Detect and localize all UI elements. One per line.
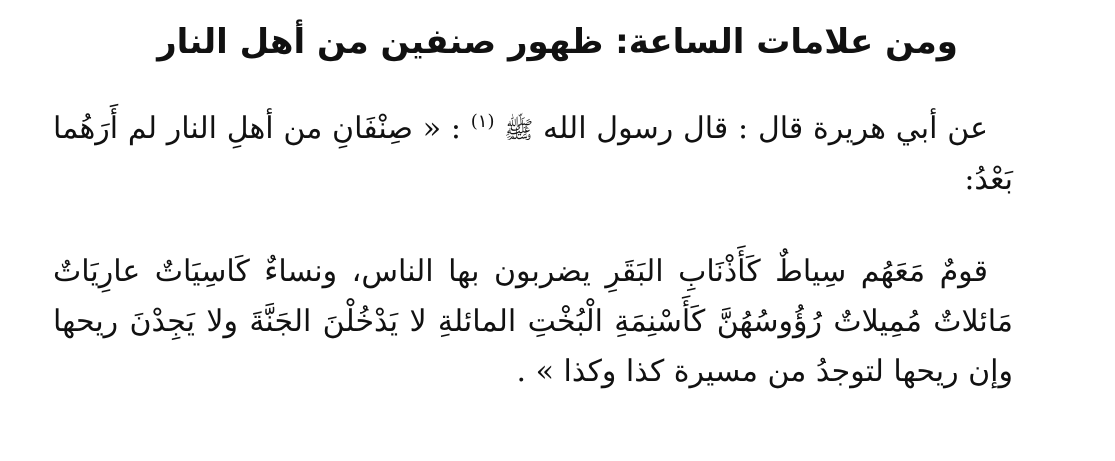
hadith-intro-paragraph: [53, 97, 1013, 205]
section-heading: ومن علامات الساعة: ظهور صنفين من أهل النار: [157, 22, 958, 62]
narration-lead: عن أبي هريرة قال : قال رسول الله: [543, 111, 988, 146]
hadith-quote-opening: : « صِنْفَانِ من أهلِ النار لم أَرَهُما بَعْدُ:: [53, 111, 1013, 197]
hadith-body-paragraph: قومٌ مَعَهُم سِياطٌ كَأَذْنَابِ البَقَرِ يضربون بها الناس، ونساءٌ كَاسِيَاتٌ عارِيَاتٌ مَائلاتٌ مُمِيلاتٌ رُؤُوسُهُنَّ كَأَسْنِمَةِ الْبُخْتِ المائلةِ لا يَدْخُلْنَ الجَنَّةَ ولا يَجِدْنَ ريحها وإن ريحها لتوجدُ من مسيرة كذا وكذا » .: [53, 254, 1013, 389]
footnote-marker: (١): [470, 111, 495, 132]
salutation-glyph: ﷺ: [504, 116, 534, 144]
